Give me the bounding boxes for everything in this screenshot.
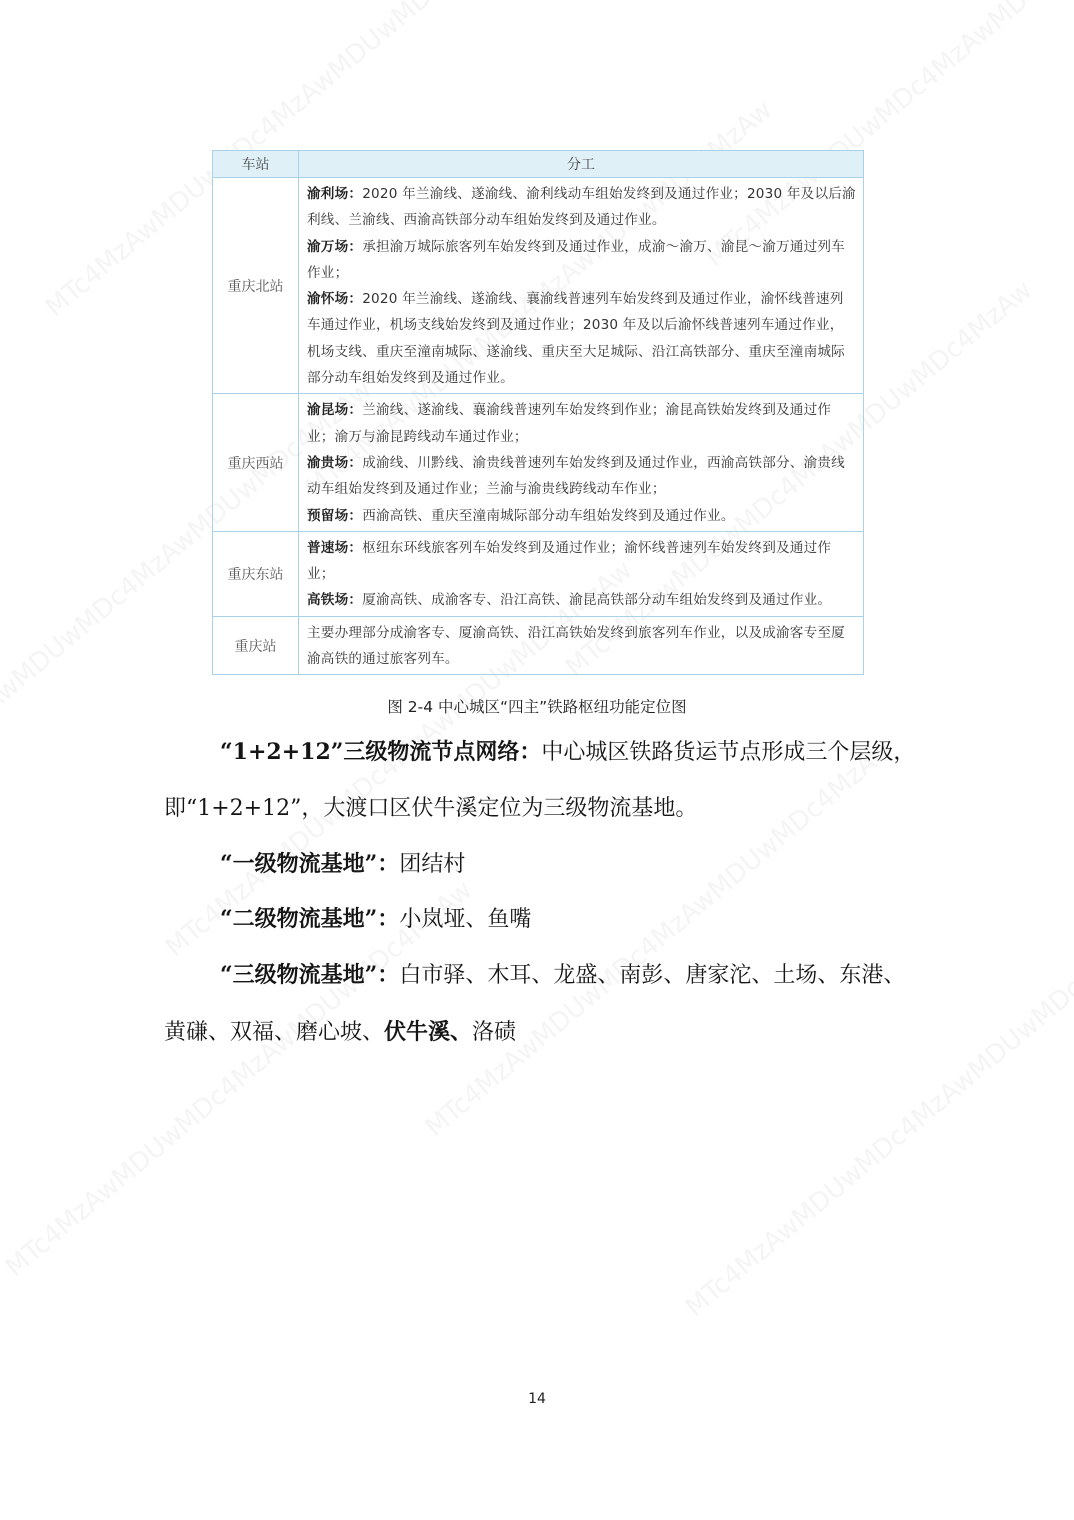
yard-name: 渝万场： [307,238,363,255]
paragraph-text-tail: 洛碛 [472,1020,517,1045]
page-number: 14 [528,1391,546,1407]
duty-text: 西渝高铁、重庆至潼南城际部分动车组始发终到及通过作业。 [362,507,735,524]
paragraph-lead: “二级物流基地”： [220,906,400,932]
duty-text: 兰渝线、遂渝线、襄渝线普速列车始发终到作业；渝昆高铁始发终到及通过作业；渝万与渝昆跨线动车通过作业； [307,402,832,445]
table-row [213,531,864,616]
duty-cell [299,531,864,616]
duty-entry [307,397,857,450]
station-name: 重庆东站 [213,531,299,616]
paragraph-lead: “一级物流基地”： [220,851,400,877]
table-row [213,616,864,675]
highlight-funiuxi: 伏牛溪、 [384,1019,473,1045]
paragraph-text: 小岚垭、鱼嘴 [399,907,532,932]
paragraph-lead: “三级物流基地”： [220,962,400,988]
duty-entry [307,620,857,673]
duty-entry [307,286,857,391]
duty-cell [299,178,864,394]
paragraph-logistics-network [164,724,916,837]
station-name: 重庆西站 [213,394,299,531]
paragraph-level2-base [164,891,916,948]
paragraph-level3-base [164,947,916,1061]
duty-cell [299,616,864,675]
figure-caption: 图 2-4 中心城区“四主”铁路枢纽功能定位图 [387,698,687,716]
paragraph-lead: “1+2+12”三级物流节点网络： [220,739,542,765]
duty-entry [307,181,857,234]
duty-entry [307,450,857,503]
table-row [213,394,864,531]
duty-text: 枢纽东环线旅客列车始发终到及通过作业；渝怀线普速列车始发终到及通过作业； [307,539,832,583]
paragraph-level1-base [164,836,916,893]
station-duty-table [212,150,864,675]
duty-text: 2020 年兰渝线、遂渝线、襄渝线普速列车始发终到及通过作业，渝怀线普速列车通过作业，机场支线始发终到及通过作业；2030 年及以后渝怀线普速列车通过作业，机场支线、重庆至潼南城际、遂渝线、重庆至大足城际、沿江高铁部分、重庆至潼南城际部分动车组始发终到及通过作业。 [307,291,845,387]
duty-entry [307,587,857,613]
paragraph-text: 中心城区铁路货运节点形成三个层级，即“1+2+12”，大渡口区伏牛溪定位为三级物流基地。 [164,740,916,821]
station-name: 重庆站 [213,616,299,675]
duty-cell [299,394,864,531]
yard-name: 渝贵场： [307,454,363,471]
yard-name: 高铁场： [307,592,363,609]
header-station: 车站 [213,151,299,178]
duty-entry [307,234,857,287]
duty-text: 主要办理部分成渝客专、厦渝高铁、沿江高铁始发终到旅客列车作业，以及成渝客专至厦渝高铁的通过旅客列车。 [307,624,845,668]
table-row [213,178,864,394]
paragraph-text: 团结村 [399,852,466,877]
station-name: 重庆北站 [213,178,299,394]
yard-name: 渝利场： [307,186,363,202]
duty-text: 2020 年兰渝线、遂渝线、渝利线动车组始发终到及通过作业；2030 年及以后渝利线、兰渝线、西渝高铁部分动车组始发终到及通过作业。 [307,186,856,229]
duty-text: 厦渝高铁、成渝客专、沿江高铁、渝昆高铁部分动车组始发终到及通过作业。 [362,592,832,609]
duty-entry [307,503,857,529]
duty-entry [307,535,857,588]
duty-text: 成渝线、川黔线、渝贵线普速列车始发终到及通过作业，西渝高铁部分、渝贵线动车组始发终到及通过作业；兰渝与渝贵线跨线动车作业； [307,454,845,498]
header-duty: 分工 [299,151,864,178]
paragraph-text: 白市驿、木耳、龙盛、南彭、唐家沱、土场、东港、黄磏、双福、磨心坡、 [164,963,906,1045]
duty-text: 承担渝万城际旅客列车始发终到及通过作业，成渝～渝万、渝昆～渝万通过列车作业； [307,238,845,281]
table-header-row [213,151,864,178]
yard-name: 渝昆场： [307,402,363,419]
yard-name: 渝怀场： [307,291,363,308]
yard-name: 普速场： [307,539,363,556]
yard-name: 预留场： [307,507,363,524]
